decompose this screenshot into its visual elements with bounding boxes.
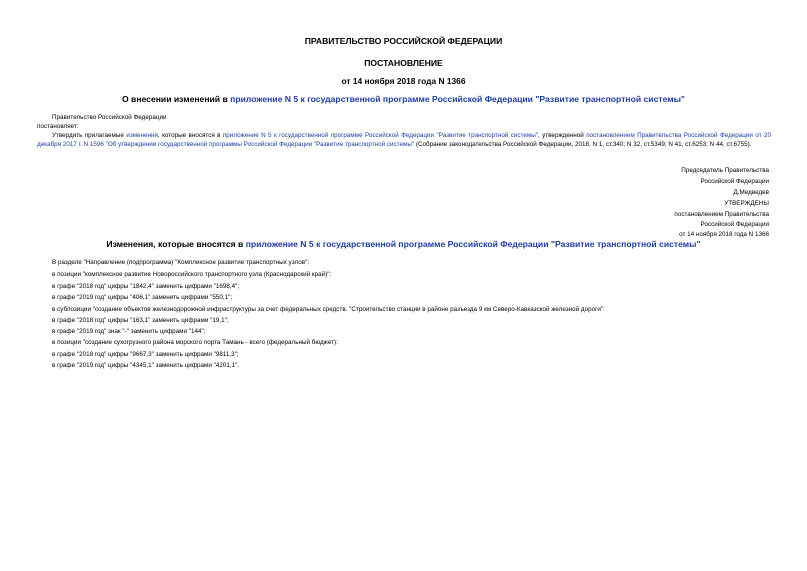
- changes-title-link[interactable]: приложение N 5 к государственной программе Российской Федерации "Развитие транспортной системы": [245, 239, 701, 249]
- document-title: [0, 94, 807, 104]
- preamble-text-1: Утвердить прилагаемые: [52, 132, 127, 139]
- document-date-number: от 14 ноября 2018 года N 1366: [341, 76, 466, 86]
- change-line: в графе "2019 год" знак "-" заменить цифрами "144";: [52, 328, 206, 335]
- change-line: в графе "2018 год" цифры "9667,3" заменить цифрами "9811,3";: [52, 351, 239, 358]
- signature-name: Д.Медведев: [733, 189, 769, 196]
- signature-position: Председатель Правительства: [681, 167, 769, 174]
- approval-date: от 14 ноября 2018 года N 1366: [679, 231, 769, 238]
- change-line: В разделе "Направление (подпрограмма) "Комплексное развитие транспортных узлов":: [52, 259, 310, 266]
- change-line: в графе "2018 год" цифры "163,1" заменить цифрами "19,1";: [52, 317, 229, 324]
- preamble-text-4: (Собрание законодательства Российской Федерации, 2018, N 1, ст.340; N 32, ст.5349; N 41, ст.6253; N 44, ст.6755).: [414, 141, 752, 149]
- appendix-link[interactable]: приложение N 5 к государственной программе Российской Федерации "Развитие транспортной системы": [222, 132, 538, 139]
- changes-title: [0, 239, 807, 249]
- change-line: в графе "2019 год" цифры "406,1" заменить цифрами "550,1";: [52, 294, 233, 301]
- preamble-line-resolves: постановляет:: [37, 123, 79, 130]
- approval-by-resolution: постановлением Правительства: [674, 211, 769, 218]
- change-line: в позиции "создание сухогрузного района морского порта Тамань - всего (федеральный бюджет):: [52, 339, 338, 346]
- change-line: в графе "2018 год" цифры "1842,4" заменить цифрами "1698,4";: [52, 283, 240, 290]
- change-line: в позиции "комплексное развитие Новороссийского транспортного узла (Краснодарский край)":: [52, 271, 332, 278]
- changes-title-prefix: Изменения, которые вносятся в: [106, 239, 246, 249]
- resolution-link[interactable]: постановлением Правительства Российской Федерации от 20 декабря 2017 г. N 1596 "Об утверждении государственной программы Российской Федерации "Развитие транспортной системы": [37, 132, 771, 149]
- changes-link[interactable]: изменения: [126, 132, 158, 139]
- document-title-prefix: О внесении изменений в: [121, 94, 231, 104]
- preamble-text-2: , которые вносятся в: [157, 132, 223, 139]
- preamble-text-3: , утвержденной: [537, 132, 587, 139]
- preamble-paragraph: [37, 131, 771, 149]
- change-line: в субпозиции "создание объектов железнодорожной инфраструктуры за счет федеральных средств. "Строительство станции в районе разъезда 9 км Северо-Кавказской железной дороги":: [52, 306, 605, 313]
- change-line: в графе "2019 год" цифры "4345,1" заменить цифрами "4201,1".: [52, 362, 240, 369]
- approval-country: Российской Федерации: [700, 221, 769, 228]
- government-heading: ПРАВИТЕЛЬСТВО РОССИЙСКОЙ ФЕДЕРАЦИИ: [304, 36, 503, 46]
- document-type-heading: ПОСТАНОВЛЕНИЕ: [364, 58, 443, 68]
- signature-position-country: Российской Федерации: [700, 178, 769, 185]
- document-title-link[interactable]: приложение N 5 к государственной программе Российской Федерации "Развитие транспортной системы": [230, 94, 686, 104]
- preamble-line-government: Правительство Российской Федерации: [52, 114, 167, 121]
- approval-heading: УТВЕРЖДЕНЫ: [724, 200, 769, 207]
